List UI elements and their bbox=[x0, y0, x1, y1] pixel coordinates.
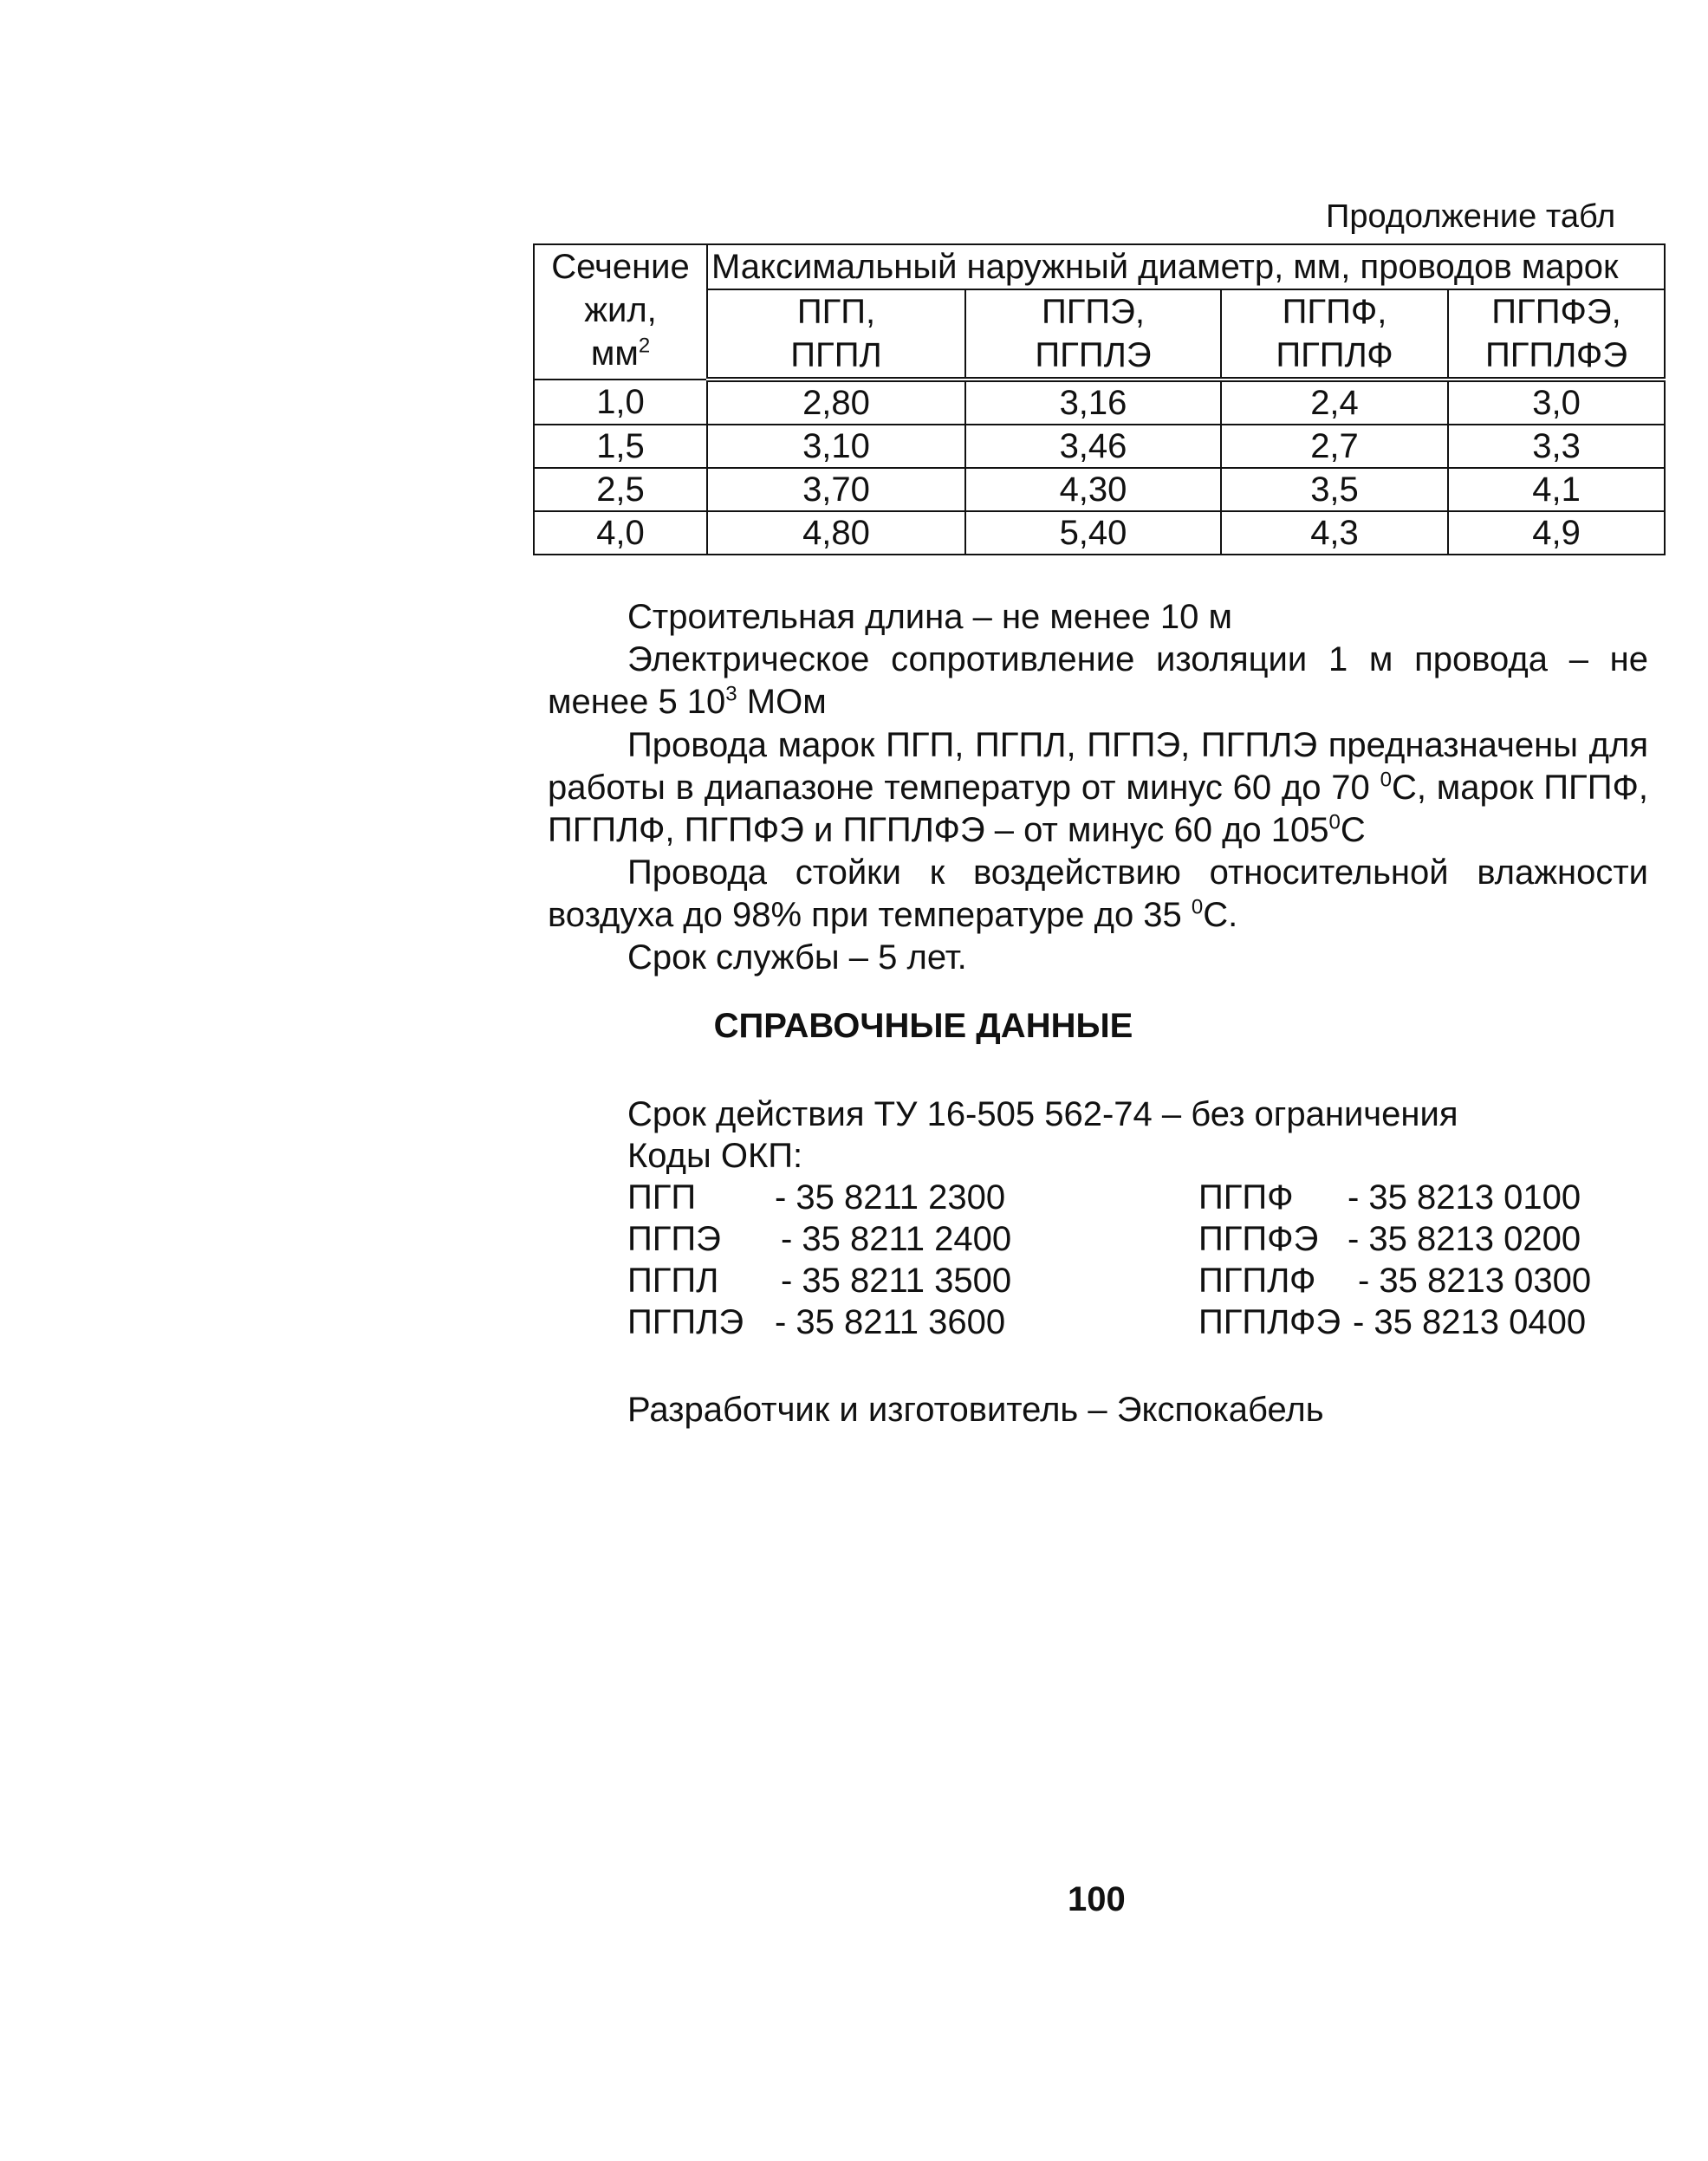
table-cell: 3,10 bbox=[707, 425, 965, 468]
paragraph-length bbox=[548, 596, 1648, 639]
paragraph-temperature-sup1: 0 bbox=[1380, 768, 1392, 792]
table-cell: 3,3 bbox=[1448, 425, 1665, 468]
code-row bbox=[1198, 1301, 1586, 1343]
developer-text: Разработчик и изготовитель – Экспокабель bbox=[627, 1391, 1324, 1429]
code-row bbox=[627, 1218, 1011, 1260]
subheader-pgpfe-line2: ПГПЛФЭ bbox=[1484, 336, 1628, 374]
table-row bbox=[534, 380, 1665, 425]
section-heading: СПРАВОЧНЫЕ ДАННЫЕ bbox=[713, 1007, 1133, 1045]
paragraph-resistance-text: Электрическое сопротивление изоляции 1 м провода – не менее 5 10 bbox=[548, 640, 1648, 721]
code-mark: ПГПФЭ bbox=[1198, 1220, 1319, 1258]
code-mark: ПГП bbox=[627, 1178, 697, 1217]
code-mark: ПГПЛФ bbox=[1198, 1262, 1316, 1300]
validity-text: Срок действия ТУ 16-505 562-74 – без ограничения bbox=[627, 1095, 1458, 1133]
paragraph-resistance-unit: МОм bbox=[746, 683, 827, 721]
paragraph-temperature-text-a: Провода марок ПГП, ПГПЛ, ПГПЭ, ПГПЛЭ предназначены для работы в диапазоне температур от минус 60 до 70 bbox=[548, 726, 1648, 807]
code-mark: ПГПЭ bbox=[627, 1220, 721, 1258]
header-group: Максимальный наружный диаметр, мм, проводов марок bbox=[707, 244, 1665, 289]
paragraph-humidity-sup: 0 bbox=[1191, 895, 1204, 919]
table-row bbox=[534, 511, 1665, 555]
code-row bbox=[1198, 1218, 1581, 1260]
subheader-pgp bbox=[707, 289, 965, 380]
paragraph-temperature-text-c: С bbox=[1340, 811, 1366, 849]
subheader-pgpfe bbox=[1448, 289, 1665, 380]
table-cell: 2,80 bbox=[707, 380, 965, 425]
header-section-line1: Сечение bbox=[551, 248, 690, 286]
subheader-pgpf-line2: ПГПЛФ bbox=[1276, 336, 1393, 374]
code-value: - 35 8213 0100 bbox=[1348, 1178, 1581, 1217]
code-value: - 35 8213 0400 bbox=[1353, 1303, 1587, 1341]
subheader-pgpe bbox=[965, 289, 1221, 380]
paragraph-length-text: Строительная длина – не менее 10 м bbox=[627, 598, 1232, 636]
table-cell: 3,16 bbox=[965, 380, 1221, 425]
code-row bbox=[1198, 1260, 1591, 1301]
paragraph-humidity bbox=[548, 852, 1648, 937]
code-mark: ПГПЛ bbox=[627, 1262, 719, 1300]
header-section-line2: жил, bbox=[584, 291, 657, 329]
table-cell: 4,9 bbox=[1448, 511, 1665, 555]
code-value: - 35 8213 0300 bbox=[1358, 1262, 1592, 1300]
code-value: - 35 8211 2300 bbox=[775, 1178, 1006, 1217]
table-cell: 4,30 bbox=[965, 468, 1221, 511]
code-value: - 35 8213 0200 bbox=[1348, 1220, 1581, 1258]
table-cell: 3,70 bbox=[707, 468, 965, 511]
table-cell: 4,1 bbox=[1448, 468, 1665, 511]
code-value: - 35 8211 2400 bbox=[781, 1220, 1012, 1258]
table-cell: 3,0 bbox=[1448, 380, 1665, 425]
paragraph-resistance bbox=[548, 639, 1648, 724]
subheader-pgpf bbox=[1221, 289, 1448, 380]
subheader-pgp-line2: ПГПЛ bbox=[790, 336, 882, 374]
table-cell: 4,3 bbox=[1221, 511, 1448, 555]
table-row bbox=[534, 425, 1665, 468]
code-value: - 35 8211 3600 bbox=[775, 1303, 1006, 1341]
paragraph-humidity-unit: С. bbox=[1203, 896, 1238, 934]
paragraph-temperature bbox=[548, 724, 1648, 852]
table-cell: 4,80 bbox=[707, 511, 965, 555]
header-section bbox=[534, 244, 707, 380]
paragraph-service-life bbox=[548, 937, 1648, 979]
paragraph-temperature-text-b: С, марок ПГПФ, ПГПЛФ, ПГПФЭ и ПГПЛФЭ – от минус 60 до 105 bbox=[548, 769, 1648, 849]
table-cell: 3,46 bbox=[965, 425, 1221, 468]
paragraph-service-life-text: Срок службы – 5 лет. bbox=[627, 938, 967, 977]
cable-diameter-table bbox=[533, 243, 1666, 555]
table-cell: 2,7 bbox=[1221, 425, 1448, 468]
codes-label: Коды ОКП: bbox=[627, 1137, 803, 1175]
table-cell: 1,5 bbox=[534, 425, 707, 468]
table-cell: 2,4 bbox=[1221, 380, 1448, 425]
table-cell: 4,0 bbox=[534, 511, 707, 555]
subheader-pgpe-line1: ПГПЭ, bbox=[1041, 293, 1146, 331]
code-mark: ПГПЛЭ bbox=[627, 1303, 744, 1341]
page-number: 100 bbox=[1068, 1880, 1126, 1918]
code-mark: ПГПФ bbox=[1198, 1178, 1294, 1217]
code-mark: ПГПЛФЭ bbox=[1198, 1303, 1341, 1341]
header-section-unit-sup: 2 bbox=[638, 334, 651, 358]
table-cell: 3,5 bbox=[1221, 468, 1448, 511]
table-row bbox=[534, 468, 1665, 511]
paragraph-temperature-sup2: 0 bbox=[1328, 810, 1341, 834]
code-value: - 35 8211 3500 bbox=[781, 1262, 1012, 1300]
subheader-pgp-line1: ПГП, bbox=[796, 293, 876, 331]
subheader-pgpfe-line1: ПГПФЭ, bbox=[1491, 293, 1621, 331]
paragraph-resistance-sup: 3 bbox=[725, 682, 737, 706]
code-row bbox=[627, 1260, 1011, 1301]
table-continuation-label: Продолжение табл bbox=[1326, 198, 1616, 235]
subheader-pgpf-line1: ПГПФ, bbox=[1282, 293, 1387, 331]
paragraph-humidity-text: Провода стойки к воздействию относительной влажности воздуха до 98% при температуре до 35 bbox=[548, 853, 1648, 934]
table-cell: 2,5 bbox=[534, 468, 707, 511]
table-cell: 5,40 bbox=[965, 511, 1221, 555]
table-cell: 1,0 bbox=[534, 380, 707, 425]
code-row bbox=[1198, 1177, 1581, 1218]
code-row bbox=[627, 1301, 1005, 1343]
header-section-unit: мм bbox=[590, 334, 639, 373]
code-row bbox=[627, 1177, 1005, 1218]
subheader-pgpe-line2: ПГПЛЭ bbox=[1035, 336, 1152, 374]
